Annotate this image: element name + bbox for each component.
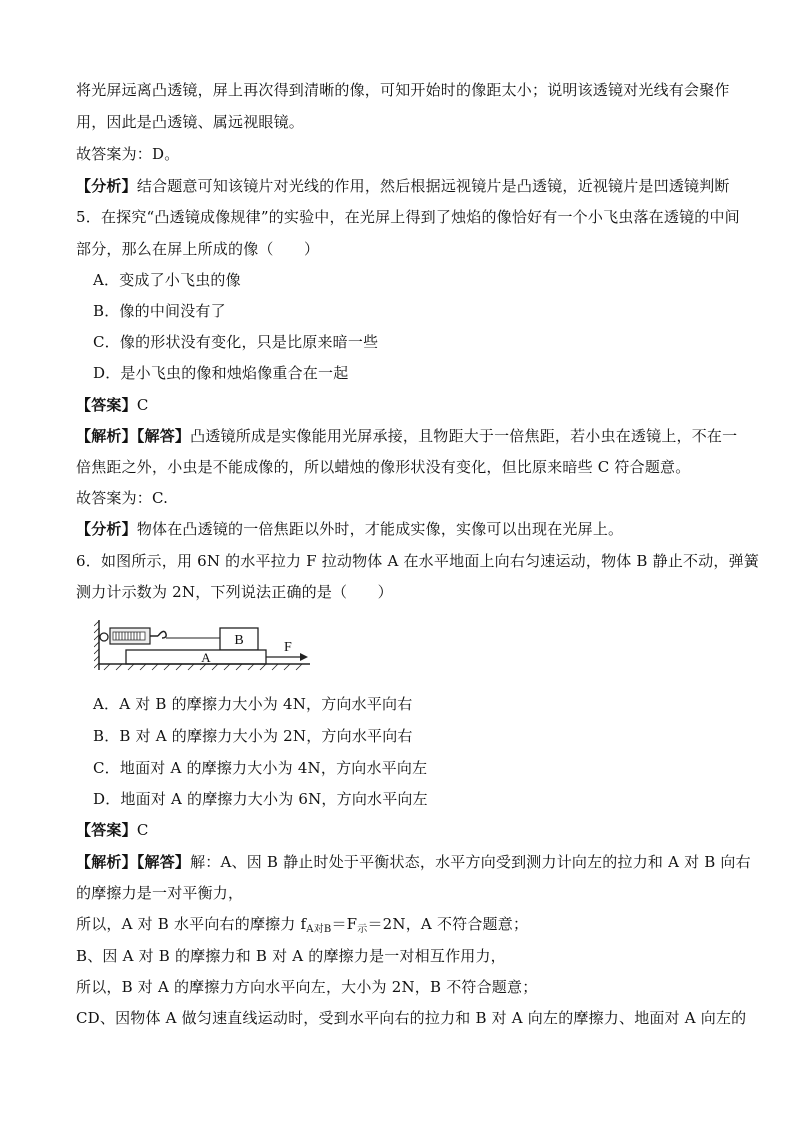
q6-option-b: B．B 对 A 的摩擦力大小为 2N，方向水平向右 (93, 727, 413, 745)
formula-pre: 所以，A 对 B 水平向右的摩擦力 f (76, 915, 307, 933)
explanation-tag: 【解析】【解答】 (76, 427, 191, 445)
arrow-head-icon (300, 653, 308, 661)
q6-option-d: D．地面对 A 的摩擦力大小为 6N，方向水平向左 (93, 790, 428, 808)
explanation-tag: 【解析】【解答】 (76, 853, 191, 871)
explanation-text: 解：A、因 B 静止时处于平衡状态，水平方向受到测力计向左的拉力和 A 对 B 向右 (190, 853, 751, 871)
q6-explanation-cont: 所以，B 对 A 的摩擦力方向水平向左，大小为 2N，B 不符合题意； (76, 978, 538, 996)
explanation-text: 凸透镜所成是实像能用光屏承接，且物距大于一倍焦距，若小虫在透镜上，不在一 (190, 427, 738, 445)
wall-ring (100, 633, 108, 641)
answer-value: C (136, 821, 149, 839)
q5-option-d: D．是小飞虫的像和烛焰像重合在一起 (93, 364, 349, 382)
question-5-stem: 5．在探究“凸透镜成像规律”的实验中，在光屏上得到了烛焰的像恰好有一个小飞虫落在透镜的中间 (76, 208, 740, 226)
q6-answer (76, 820, 149, 840)
q6-explanation (76, 852, 751, 872)
analysis-text: 结合题意可知该镜片对光线的作用，然后根据远视镜片是凸透镜，近视镜片是凹透镜判断 (136, 177, 730, 195)
answer-tag: 【答案】 (76, 821, 137, 839)
force-label: F (284, 640, 292, 655)
q6-option-c: C．地面对 A 的摩擦力大小为 4N，方向水平向左 (93, 759, 428, 777)
text-line: 用，因此是凸透镜、属远视眼镜。 (76, 113, 305, 131)
q6-explanation-cont: 的摩擦力是一对平衡力， (76, 884, 244, 902)
q5-final-answer: 故答案为：C. (76, 489, 169, 507)
formula-mid: ＝F (331, 915, 358, 933)
analysis-tag: 【分析】 (76, 520, 137, 538)
q5-explanation-cont: 倍焦距之外，小虫是不能成像的，所以蜡烛的像形状没有变化，但比原来暗些 C 符合题意。 (76, 458, 691, 476)
formula-post: ＝2N，A 不符合题意； (367, 915, 529, 933)
q6-option-a: A．A 对 B 的摩擦力大小为 4N，方向水平向右 (93, 695, 413, 713)
formula-subscript: 示 (357, 924, 368, 935)
q6-explanation-cont: B、因 A 对 B 的摩擦力和 B 对 A 的摩擦力是一对相互作用力， (76, 947, 506, 965)
text-line: 将光屏远离凸透镜，屏上再次得到清晰的像，可知开始时的像距太小；说明该透镜对光线有会聚作 (76, 81, 730, 99)
q5-explanation (76, 426, 737, 446)
spring-scale (110, 628, 166, 644)
answer-value: C (136, 396, 149, 414)
formula-subscript: A对B (306, 924, 332, 935)
q5-analysis (76, 519, 623, 539)
hook-icon (158, 631, 166, 638)
analysis-tag: 【分析】 (76, 177, 137, 195)
analysis-line (76, 176, 730, 196)
block-a (126, 650, 266, 664)
physics-figure (94, 616, 314, 676)
question-6-stem: 测力计示数为 2N，下列说法正确的是（ ） (76, 583, 393, 601)
answer-tag: 【答案】 (76, 396, 137, 414)
question-6-stem: 6．如图所示，用 6N 的水平拉力 F 拉动物体 A 在水平地面上向右匀速运动，物体 B 静止不动，弹簧 (76, 552, 760, 570)
q5-answer (76, 395, 149, 415)
block-b-label: B (234, 633, 244, 648)
q5-option-b: B．像的中间没有了 (93, 302, 226, 320)
q5-option-a: A．变成了小飞虫的像 (93, 271, 241, 289)
text-line: 故答案为：D。 (76, 145, 180, 163)
question-5-stem: 部分，那么在屏上所成的像（ ） (76, 240, 320, 258)
analysis-text: 物体在凸透镜的一倍焦距以外时，才能成实像，实像可以出现在光屏上。 (136, 520, 624, 538)
q5-option-c: C．像的形状没有变化，只是比原来暗一些 (93, 333, 379, 351)
q6-explanation-formula (76, 914, 528, 940)
q6-explanation-cont: CD、因物体 A 做匀速直线运动时，受到水平向右的拉力和 B 对 A 向左的摩擦力、地面对 A 向左的 (76, 1009, 747, 1027)
block-a-label: A (201, 650, 211, 665)
